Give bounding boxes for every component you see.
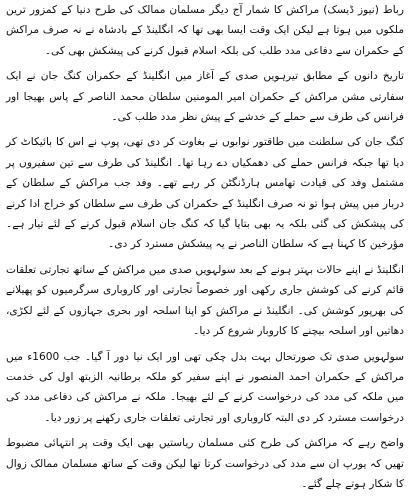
paragraph-king-john: کنگ جان کی سلطنت میں طاقتور نوابوں نے بغاوت کر دی تھی، پوپ نے اس کا بائیکاٹ کر دیا تھا جبکہ فرانس حملے کی دھمکیاں دے رہا تھا۔ انگلینڈ کی طرف سے تین سفیروں پر مشتمل وفد کی قیادت تھامس ہارڈنگٹن کر رہے تھے۔ وفد جب مراکش کے سلطان کے دربار میں پیش ہوا تو نہ صرف انگلینڈ کے حکمران کی طرف سے سلطان کو خراج ادا کرنے کی پیشکش کی گئی بلکہ یہ بھی بتایا گیا کہ کنگ جان اسلام قبول کرنے کے لئے تیار ہے۔ مؤرخین کا کہنا ہے کہ سلطان الناصر نے یہ پیشکش مسترد کر دی۔ (6, 136, 404, 251)
paragraph-sixteenth-century: سولہویں صدی تک صورتحال بہت بدل چکی تھی اور ایک نیا دور آ گیا۔ جب 1600ء میں مراکش کے حکمران احمد المنصور نے اپنے سفیر کو ملکہ برطانیہ الزبتھ اول کی خدمت میں ملکہ کی مدد کی درخواست کرنے کے لئے بھیجا۔ ملکہ نے مراکش کی دفاعی مدد کی درخواست مسترد کر دی البتہ کاروباری اور تجارتی تعلقات جاری رکھنے پر زور دیا۔ (6, 350, 404, 424)
paragraph-intro: رباط (نیوز ڈیسک) مراکش کا شمار آج دیگر مسلمان ممالک کی طرح دنیا کے کمزور ترین ملکوں میں ہوتا ہے لیکن ایک وقت ایسا بھی تھا کہ انگلینڈ کے بادشاہ نے نہ صرف مراکش کے حکمران سے دفاعی مدد طلب کی بلکہ اسلام قبول کرنے کی پیشکش بھی کی۔ (6, 4, 404, 57)
paragraph-conclusion: واضح رہے کہ مراکش کی طرح کئی مسلمان ریاستیں بھی ایک وقت پر انتہائی مضبوط تھیں کہ یورپ ان سے مدد کی درخواست کرتا تھا لیکن وقت کے ساتھ مسلمان ممالک زوال کا شکار ہوتے چلے گئے۔ (6, 437, 404, 490)
article-body (6, 0, 404, 499)
paragraph-history: تاریخ دانوں کے مطابق تیرہویں صدی کے آغاز میں انگلینڈ کے حکمران کنگ جان نے ایک سفارتی مشن مراکش کے حکمران امیر المومنین سلطان محمد الناصر کے پاس بھیجا اور فرانس کی طرف سے حملے کے خدشے کے پیش نظر مدد طلب کی۔ (6, 70, 404, 124)
paragraph-trade: انگلینڈ نے اپنے حالات بہتر ہونے کے بعد سولہویں صدی میں مراکش کے ساتھ تجارتی تعلقات قائم کرنے کی کوشش جاری رکھی اور خصوصاً تجارتی اور کاروباری سرگرمیوں کو پھیلانے کی بھرپور کوشش کی۔ انگلینڈ نے مراکش کو اپنا اسلحہ اور بحری جہازوں کے لئے لکڑی، دھاتیں اور اسلحہ بیچنے کا کاروبار شروع کر دیا۔ (6, 263, 404, 338)
